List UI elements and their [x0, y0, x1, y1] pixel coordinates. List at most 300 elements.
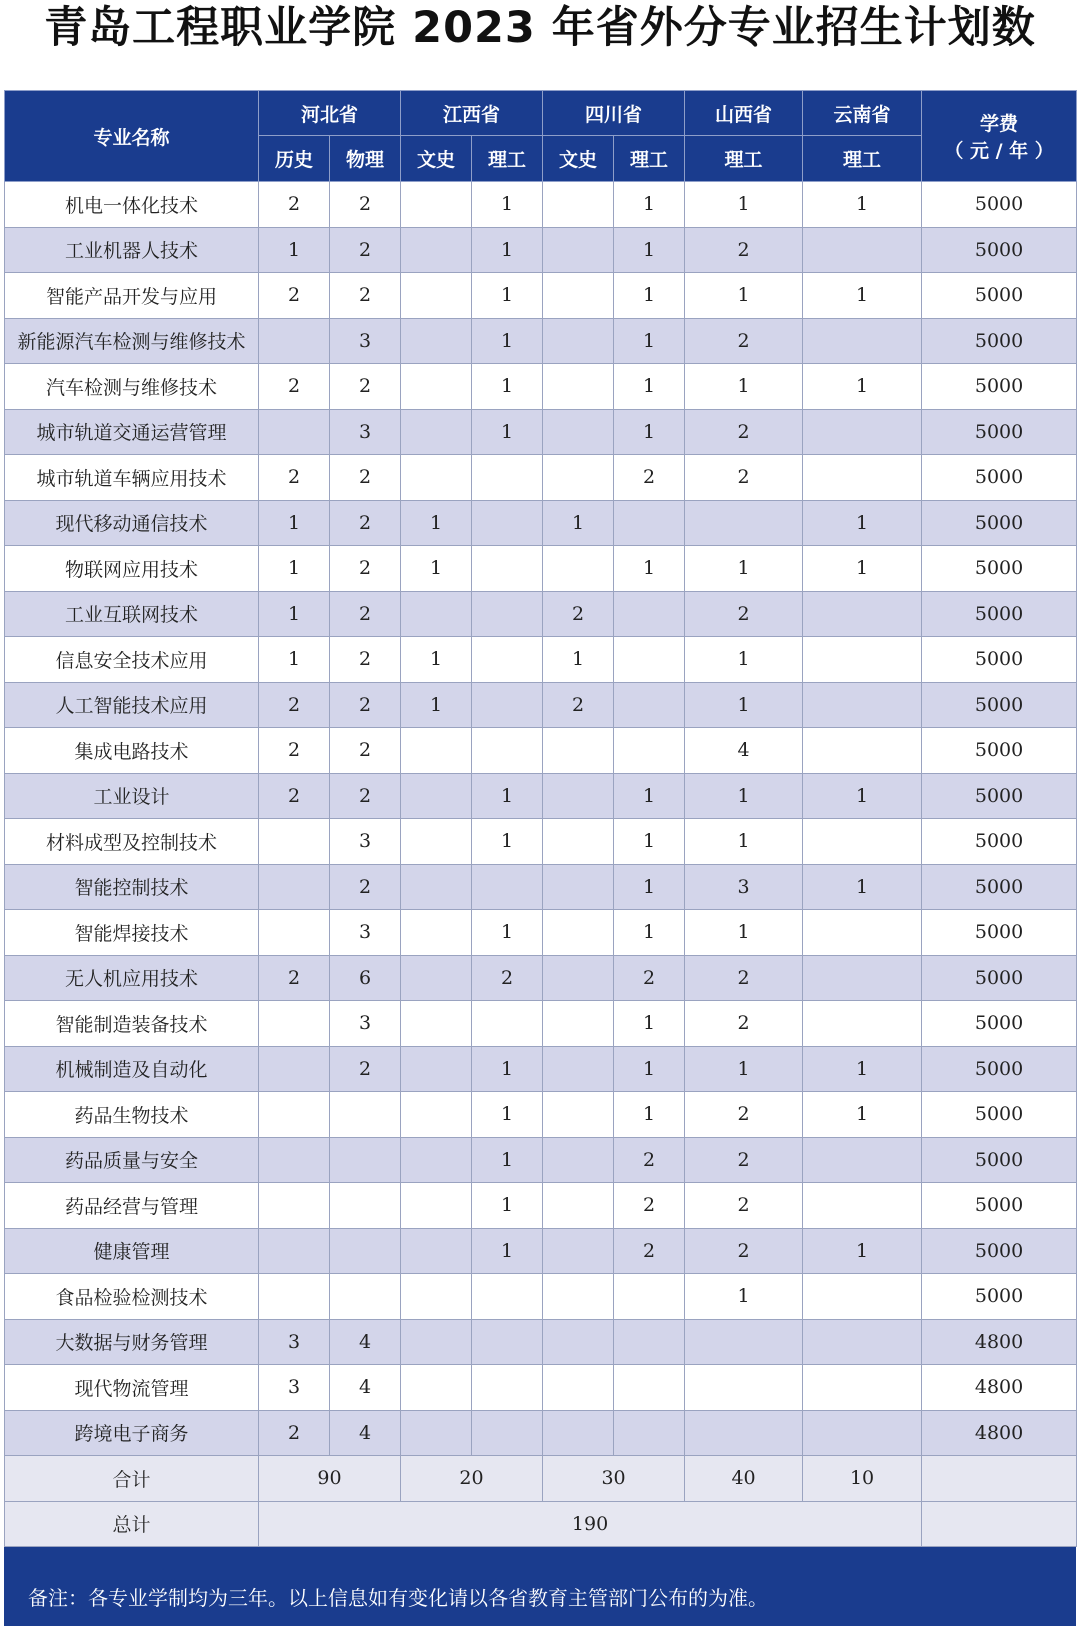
table-row — [5, 1410, 1077, 1456]
quota-cell: 3 — [259, 1319, 330, 1365]
quota-cell — [401, 1365, 472, 1411]
quota-cell — [803, 1410, 922, 1456]
quota-cell — [614, 728, 685, 774]
subtotal-row — [5, 1456, 1077, 1502]
major-name-cell: 机电一体化技术 — [5, 182, 259, 228]
quota-cell: 2 — [259, 955, 330, 1001]
tuition-cell: 5000 — [922, 455, 1077, 501]
tuition-cell: 5000 — [922, 864, 1077, 910]
quota-cell: 1 — [803, 1228, 922, 1274]
tuition-cell: 5000 — [922, 364, 1077, 410]
quota-cell: 1 — [472, 273, 543, 319]
quota-cell — [401, 1137, 472, 1183]
footnote: 备注：各专业学制均为三年。以上信息如有变化请以各省教育主管部门公布的为准。 — [28, 1586, 768, 1610]
quota-cell — [401, 182, 472, 228]
quota-cell — [803, 409, 922, 455]
quota-cell — [259, 1183, 330, 1229]
quota-cell: 2 — [259, 682, 330, 728]
quota-cell: 1 — [685, 182, 803, 228]
quota-cell: 1 — [472, 819, 543, 865]
tuition-cell: 5000 — [922, 682, 1077, 728]
quota-cell — [259, 864, 330, 910]
header-subject: 理工 — [803, 136, 922, 182]
quota-cell: 2 — [330, 637, 401, 683]
quota-cell — [401, 1183, 472, 1229]
tuition-cell: 5000 — [922, 591, 1077, 637]
tuition-cell: 5000 — [922, 1046, 1077, 1092]
quota-cell — [401, 955, 472, 1001]
quota-cell: 1 — [472, 227, 543, 273]
quota-cell — [543, 546, 614, 592]
quota-cell: 2 — [330, 728, 401, 774]
table-row — [5, 273, 1077, 319]
quota-cell: 1 — [614, 273, 685, 319]
quota-cell — [543, 318, 614, 364]
quota-cell: 1 — [472, 182, 543, 228]
table-row — [5, 591, 1077, 637]
quota-cell — [803, 455, 922, 501]
quota-cell: 2 — [614, 1137, 685, 1183]
quota-cell: 2 — [259, 455, 330, 501]
quota-cell: 1 — [685, 1046, 803, 1092]
quota-cell — [472, 637, 543, 683]
quota-cell — [543, 1046, 614, 1092]
major-name-cell: 智能焊接技术 — [5, 910, 259, 956]
quota-cell — [401, 1319, 472, 1365]
quota-cell — [803, 819, 922, 865]
quota-cell — [401, 409, 472, 455]
quota-cell: 1 — [614, 1046, 685, 1092]
quota-cell: 2 — [543, 591, 614, 637]
table-row — [5, 819, 1077, 865]
quota-cell — [472, 455, 543, 501]
major-name-cell: 现代物流管理 — [5, 1365, 259, 1411]
quota-cell — [543, 1001, 614, 1047]
subtotal-yunnan: 10 — [803, 1456, 922, 1502]
quota-cell: 1 — [614, 546, 685, 592]
quota-cell — [543, 955, 614, 1001]
quota-cell — [614, 637, 685, 683]
quota-cell — [472, 1410, 543, 1456]
major-name-cell: 跨境电子商务 — [5, 1410, 259, 1456]
quota-cell — [803, 227, 922, 273]
quota-cell: 1 — [685, 546, 803, 592]
tuition-cell: 4800 — [922, 1319, 1077, 1365]
quota-cell — [803, 682, 922, 728]
quota-cell — [803, 318, 922, 364]
tuition-cell: 5000 — [922, 318, 1077, 364]
quota-cell: 2 — [685, 591, 803, 637]
header-province-sichuan: 四川省 — [543, 91, 685, 136]
quota-cell — [401, 455, 472, 501]
quota-cell — [401, 1274, 472, 1320]
table-row — [5, 1183, 1077, 1229]
major-name-cell: 智能制造装备技术 — [5, 1001, 259, 1047]
quota-cell: 3 — [259, 1365, 330, 1411]
quota-cell — [543, 1228, 614, 1274]
header-tuition-unit: （ 元 / 年 ） — [944, 140, 1054, 162]
quota-cell: 1 — [803, 500, 922, 546]
quota-cell: 2 — [685, 455, 803, 501]
header-province-shanxi: 山西省 — [685, 91, 803, 136]
quota-cell: 2 — [259, 773, 330, 819]
quota-cell — [259, 819, 330, 865]
quota-cell: 1 — [614, 318, 685, 364]
quota-cell: 1 — [614, 1092, 685, 1138]
quota-cell: 2 — [330, 182, 401, 228]
tuition-cell: 5000 — [922, 1137, 1077, 1183]
quota-cell: 1 — [401, 637, 472, 683]
quota-cell — [259, 1228, 330, 1274]
table-row — [5, 1274, 1077, 1320]
quota-cell — [803, 1365, 922, 1411]
quota-cell — [685, 1365, 803, 1411]
quota-cell: 1 — [614, 910, 685, 956]
quota-cell: 2 — [330, 364, 401, 410]
quota-cell: 1 — [472, 910, 543, 956]
major-name-cell: 药品生物技术 — [5, 1092, 259, 1138]
quota-cell — [803, 728, 922, 774]
tuition-cell: 5000 — [922, 1001, 1077, 1047]
quota-cell: 1 — [401, 500, 472, 546]
quota-cell — [401, 364, 472, 410]
quota-cell: 1 — [614, 1001, 685, 1047]
quota-cell — [401, 591, 472, 637]
tuition-cell: 5000 — [922, 1183, 1077, 1229]
table-row — [5, 1001, 1077, 1047]
quota-cell: 2 — [685, 1183, 803, 1229]
header-province-yunnan: 云南省 — [803, 91, 922, 136]
header-tuition — [922, 91, 1077, 182]
table-row — [5, 1137, 1077, 1183]
quota-cell — [614, 1319, 685, 1365]
quota-cell — [401, 728, 472, 774]
quota-cell — [330, 1092, 401, 1138]
quota-cell: 2 — [614, 955, 685, 1001]
quota-cell — [472, 1274, 543, 1320]
quota-cell: 1 — [472, 1137, 543, 1183]
quota-cell: 2 — [614, 1228, 685, 1274]
table-row — [5, 728, 1077, 774]
table-row — [5, 227, 1077, 273]
quota-cell — [259, 910, 330, 956]
table-row — [5, 182, 1077, 228]
quota-cell — [401, 1092, 472, 1138]
quota-cell — [543, 1137, 614, 1183]
quota-cell: 2 — [614, 455, 685, 501]
major-name-cell: 食品检验检测技术 — [5, 1274, 259, 1320]
quota-cell: 2 — [330, 546, 401, 592]
quota-cell — [330, 1137, 401, 1183]
table-row — [5, 1365, 1077, 1411]
grandtotal-fee-empty — [922, 1501, 1077, 1547]
quota-cell: 2 — [543, 682, 614, 728]
table-row — [5, 910, 1077, 956]
page-title: 青岛工程职业学院 2023 年省外分专业招生计划数 — [44, 3, 1036, 53]
table-row — [5, 364, 1077, 410]
quota-cell — [259, 409, 330, 455]
quota-cell: 2 — [330, 864, 401, 910]
table-row — [5, 500, 1077, 546]
major-name-cell: 集成电路技术 — [5, 728, 259, 774]
major-name-cell: 物联网应用技术 — [5, 546, 259, 592]
quota-cell — [401, 1001, 472, 1047]
major-name-cell: 机械制造及自动化 — [5, 1046, 259, 1092]
quota-cell: 1 — [472, 1046, 543, 1092]
table-row — [5, 864, 1077, 910]
quota-cell: 1 — [803, 182, 922, 228]
major-name-cell: 现代移动通信技术 — [5, 500, 259, 546]
quota-cell — [803, 910, 922, 956]
quota-cell — [685, 1410, 803, 1456]
header-subject: 物理 — [330, 136, 401, 182]
major-name-cell: 工业互联网技术 — [5, 591, 259, 637]
quota-cell: 1 — [259, 227, 330, 273]
quota-cell: 2 — [330, 1046, 401, 1092]
subtotal-label: 合计 — [5, 1456, 259, 1502]
quota-cell: 2 — [330, 682, 401, 728]
quota-cell: 2 — [685, 1137, 803, 1183]
quota-cell: 1 — [472, 1092, 543, 1138]
subtotal-fee-empty — [922, 1456, 1077, 1502]
quota-cell — [543, 227, 614, 273]
quota-cell — [472, 682, 543, 728]
tuition-cell: 5000 — [922, 773, 1077, 819]
quota-cell — [803, 955, 922, 1001]
table-row — [5, 318, 1077, 364]
quota-cell — [259, 318, 330, 364]
quota-cell — [685, 500, 803, 546]
header-subject: 理工 — [614, 136, 685, 182]
quota-cell: 1 — [401, 546, 472, 592]
header-province-jiangxi: 江西省 — [401, 91, 543, 136]
major-name-cell: 智能产品开发与应用 — [5, 273, 259, 319]
quota-cell: 1 — [685, 1274, 803, 1320]
quota-cell: 2 — [472, 955, 543, 1001]
quota-cell — [614, 1274, 685, 1320]
quota-cell — [401, 273, 472, 319]
quota-cell: 2 — [330, 500, 401, 546]
quota-cell: 2 — [614, 1183, 685, 1229]
quota-cell: 2 — [330, 591, 401, 637]
quota-cell: 2 — [685, 318, 803, 364]
header-subject: 理工 — [685, 136, 803, 182]
tuition-cell: 5000 — [922, 273, 1077, 319]
quota-cell — [543, 1092, 614, 1138]
grandtotal-row — [5, 1501, 1077, 1547]
quota-cell — [803, 1319, 922, 1365]
quota-cell — [401, 1046, 472, 1092]
quota-cell: 4 — [330, 1410, 401, 1456]
major-name-cell: 城市轨道车辆应用技术 — [5, 455, 259, 501]
quota-cell — [543, 819, 614, 865]
quota-cell — [543, 864, 614, 910]
quota-cell: 3 — [685, 864, 803, 910]
quota-cell — [543, 728, 614, 774]
quota-cell — [543, 1410, 614, 1456]
quota-cell: 2 — [330, 773, 401, 819]
enrollment-plan-sheet — [4, 90, 1076, 1626]
quota-cell: 4 — [330, 1319, 401, 1365]
tuition-cell: 5000 — [922, 546, 1077, 592]
quota-cell: 1 — [685, 682, 803, 728]
quota-cell — [472, 728, 543, 774]
tuition-cell: 5000 — [922, 409, 1077, 455]
quota-cell — [803, 1001, 922, 1047]
grandtotal-value: 190 — [259, 1501, 922, 1547]
header-tuition-label: 学费 — [980, 113, 1019, 135]
quota-cell: 1 — [614, 864, 685, 910]
quota-cell — [401, 864, 472, 910]
major-name-cell: 药品质量与安全 — [5, 1137, 259, 1183]
quota-cell: 1 — [259, 500, 330, 546]
quota-cell: 1 — [685, 910, 803, 956]
quota-cell: 1 — [803, 273, 922, 319]
quota-cell: 1 — [685, 273, 803, 319]
quota-cell: 2 — [330, 273, 401, 319]
quota-cell — [803, 1183, 922, 1229]
quota-cell — [259, 1046, 330, 1092]
quota-cell: 1 — [472, 1228, 543, 1274]
quota-cell: 2 — [259, 728, 330, 774]
tuition-cell: 4800 — [922, 1365, 1077, 1411]
quota-cell: 1 — [685, 364, 803, 410]
quota-cell — [543, 182, 614, 228]
quota-cell — [803, 591, 922, 637]
quota-cell: 3 — [330, 409, 401, 455]
quota-cell — [803, 1137, 922, 1183]
tuition-cell: 4800 — [922, 1410, 1077, 1456]
table-row — [5, 455, 1077, 501]
quota-cell — [330, 1183, 401, 1229]
quota-cell — [543, 1319, 614, 1365]
quota-cell: 3 — [330, 910, 401, 956]
tuition-cell: 5000 — [922, 182, 1077, 228]
quota-cell: 1 — [614, 182, 685, 228]
quota-cell — [614, 591, 685, 637]
major-name-cell: 人工智能技术应用 — [5, 682, 259, 728]
header-subject: 历史 — [259, 136, 330, 182]
header-subject: 文史 — [543, 136, 614, 182]
quota-cell: 1 — [259, 546, 330, 592]
quota-cell: 2 — [259, 273, 330, 319]
quota-cell — [685, 1319, 803, 1365]
table-row — [5, 1319, 1077, 1365]
quota-cell: 1 — [472, 409, 543, 455]
quota-cell: 1 — [472, 318, 543, 364]
quota-cell: 1 — [614, 364, 685, 410]
quota-cell: 1 — [543, 500, 614, 546]
major-name-cell: 材料成型及控制技术 — [5, 819, 259, 865]
quota-cell — [543, 364, 614, 410]
major-name-cell: 智能控制技术 — [5, 864, 259, 910]
table-row — [5, 773, 1077, 819]
quota-cell: 1 — [472, 773, 543, 819]
quota-cell: 2 — [685, 1092, 803, 1138]
quota-cell: 4 — [685, 728, 803, 774]
quota-cell: 6 — [330, 955, 401, 1001]
quota-cell: 2 — [330, 227, 401, 273]
quota-cell: 1 — [472, 1183, 543, 1229]
quota-cell: 1 — [803, 1046, 922, 1092]
quota-cell — [543, 910, 614, 956]
quota-cell: 3 — [330, 318, 401, 364]
quota-cell: 1 — [803, 1092, 922, 1138]
subtotal-jiangxi: 20 — [401, 1456, 543, 1502]
quota-cell: 4 — [330, 1365, 401, 1411]
quota-cell — [543, 409, 614, 455]
subtotal-hebei: 90 — [259, 1456, 401, 1502]
quota-cell: 1 — [685, 637, 803, 683]
table-row — [5, 546, 1077, 592]
quota-cell — [472, 591, 543, 637]
subtotal-sichuan: 30 — [543, 1456, 685, 1502]
major-name-cell: 工业机器人技术 — [5, 227, 259, 273]
quota-cell — [401, 1410, 472, 1456]
quota-cell: 3 — [330, 1001, 401, 1047]
tuition-cell: 5000 — [922, 728, 1077, 774]
quota-cell: 1 — [472, 364, 543, 410]
major-name-cell: 健康管理 — [5, 1228, 259, 1274]
quota-cell: 1 — [614, 409, 685, 455]
quota-cell: 2 — [330, 455, 401, 501]
quota-cell — [614, 1365, 685, 1411]
quota-cell: 1 — [614, 227, 685, 273]
header-major-name: 专业名称 — [5, 91, 259, 182]
quota-cell: 1 — [803, 773, 922, 819]
quota-cell — [401, 227, 472, 273]
quota-cell — [543, 1274, 614, 1320]
quota-cell: 2 — [259, 1410, 330, 1456]
quota-cell — [259, 1274, 330, 1320]
major-name-cell: 新能源汽车检测与维修技术 — [5, 318, 259, 364]
tuition-cell: 5000 — [922, 910, 1077, 956]
quota-cell — [401, 1228, 472, 1274]
tuition-cell: 5000 — [922, 819, 1077, 865]
quota-cell — [472, 546, 543, 592]
quota-cell — [472, 1319, 543, 1365]
quota-cell — [472, 1365, 543, 1411]
quota-cell: 2 — [259, 364, 330, 410]
quota-cell — [401, 910, 472, 956]
quota-cell: 1 — [401, 682, 472, 728]
tuition-cell: 5000 — [922, 1274, 1077, 1320]
header-subject: 理工 — [472, 136, 543, 182]
quota-cell: 1 — [803, 364, 922, 410]
quota-cell: 1 — [803, 864, 922, 910]
table-row — [5, 955, 1077, 1001]
quota-cell — [472, 1001, 543, 1047]
tuition-cell: 5000 — [922, 955, 1077, 1001]
quota-cell: 2 — [685, 409, 803, 455]
quota-cell — [330, 1228, 401, 1274]
major-name-cell: 汽车检测与维修技术 — [5, 364, 259, 410]
quota-cell: 1 — [614, 819, 685, 865]
major-name-cell: 信息安全技术应用 — [5, 637, 259, 683]
quota-cell — [543, 455, 614, 501]
quota-cell: 1 — [614, 773, 685, 819]
quota-cell — [614, 500, 685, 546]
major-name-cell: 无人机应用技术 — [5, 955, 259, 1001]
quota-cell: 1 — [685, 773, 803, 819]
table-body — [5, 182, 1077, 1547]
quota-cell: 2 — [685, 1228, 803, 1274]
quota-cell — [543, 273, 614, 319]
table-row — [5, 409, 1077, 455]
quota-cell — [614, 1410, 685, 1456]
quota-cell — [330, 1274, 401, 1320]
quota-cell: 1 — [543, 637, 614, 683]
